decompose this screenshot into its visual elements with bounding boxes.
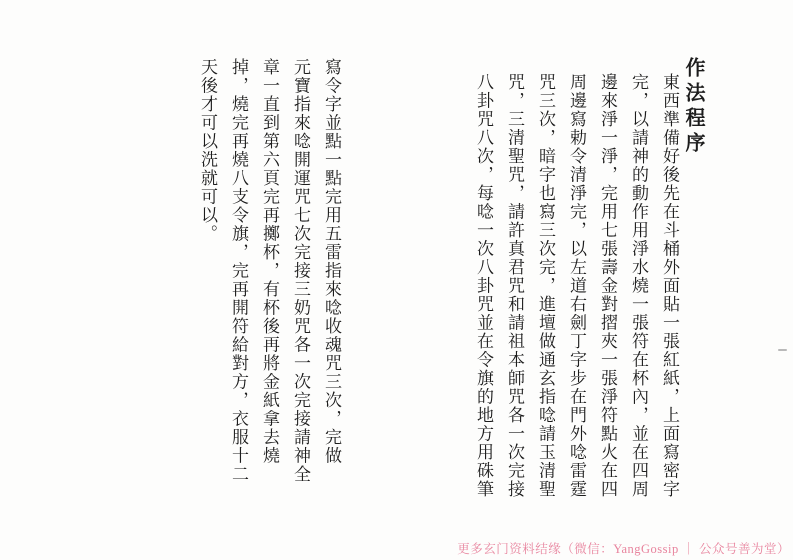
text-column: 章一直到第六頁完再擲杯，有杯後再將金紙拿去燒 <box>260 58 279 465</box>
right-page <box>462 57 720 539</box>
left-page <box>186 57 341 539</box>
text-column: 邊來淨一淨，完用七張壽金對摺夾一張淨符點火在四 <box>598 73 617 499</box>
text-column: 完，以請神的動作用淨水燒一張符在杯內，並在四周 <box>629 73 648 499</box>
text-column: 天後才可以洗就可以。 <box>198 58 217 243</box>
text-column: 元寶指來唸開運咒七次完接三奶咒各一次完接請神全 <box>291 58 310 484</box>
text-column: 掉，燒完再燒八支令旗，完再開符給對方，衣服十二 <box>229 58 248 484</box>
text-column: 寫令字並點一點完用五雷指來唸收魂咒三次，完做 <box>322 58 341 465</box>
text-column: 周邊寫勅令清淨完，以左道右劍丁字步在門外唸雷霆 <box>567 73 586 499</box>
watermark-text: 更多玄门资料结缘（微信：YangGossip ｜ 公众号善为堂） <box>457 542 790 556</box>
page-title: 作法程序 <box>682 57 704 157</box>
scan-artifact-dash <box>778 349 787 351</box>
text-column: 八卦咒八次，每唸一次八卦咒並在令旗的地方用硃筆 <box>474 73 493 499</box>
text-column: 咒，三清聖咒，請許真君咒和請祖本師咒各一次完接 <box>505 73 524 499</box>
text-column: 東西準備好後先在斗桶外面貼一張紅紙，上面寫密字 <box>660 73 679 499</box>
text-column: 咒三次，暗字也寫三次完，進壇做通玄指唸請玉清聖 <box>536 73 555 499</box>
